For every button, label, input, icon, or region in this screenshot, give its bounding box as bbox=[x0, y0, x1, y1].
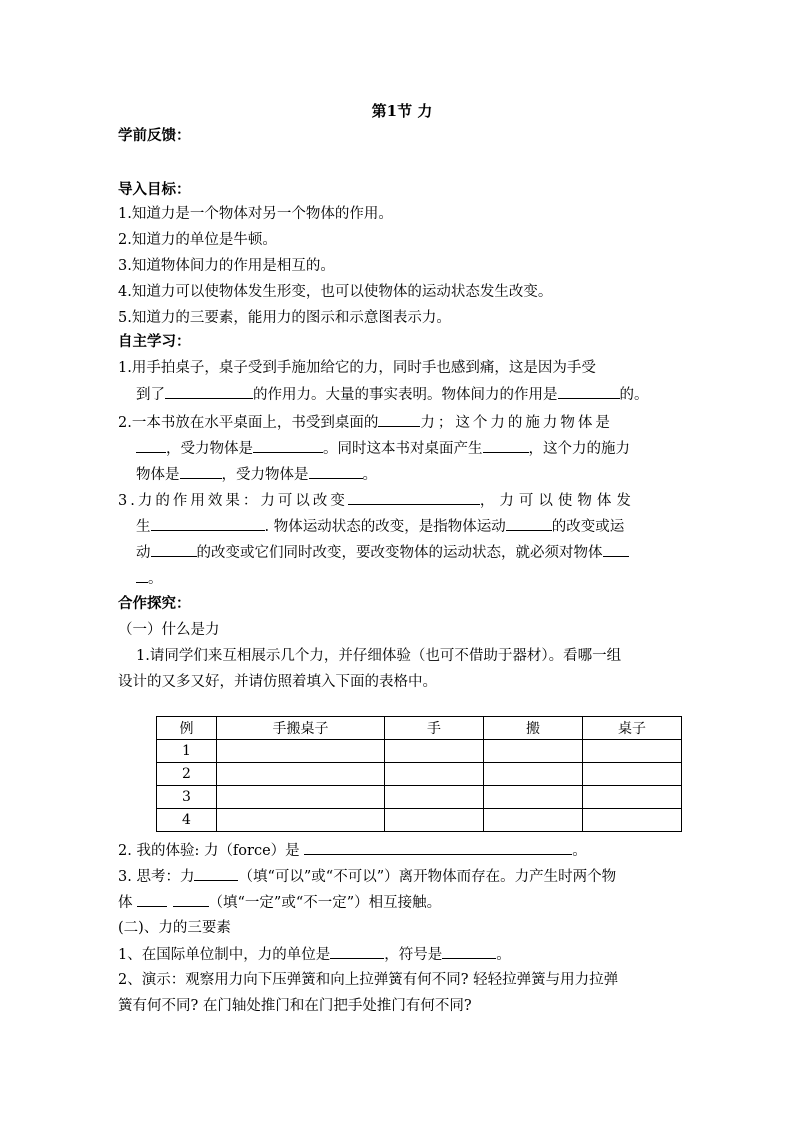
row-number: 1 bbox=[157, 740, 217, 763]
goals-heading: 导入目标： bbox=[118, 181, 191, 198]
table-row bbox=[157, 786, 682, 809]
self-study-heading: 自主学习： bbox=[118, 333, 191, 350]
self-study-q2-cont: ，受力物体是 。同时这本书对桌面产生 ，这个力的施力 bbox=[136, 438, 630, 459]
self-study-q2-cont2: 物体是 ，受力物体是 。 bbox=[136, 464, 377, 485]
pre-feedback-heading: 学前反馈： bbox=[118, 127, 191, 144]
answer-blank[interactable] bbox=[378, 412, 420, 427]
self-study-q1: 1.用手拍桌子，桌子受到手施加给它的力，同时手也感到痛，这是因为手受 bbox=[118, 360, 596, 376]
answer-blank[interactable] bbox=[483, 438, 529, 453]
self-study-q3: 3.力的作用效果：力可以改变 ，力可以使物体发 bbox=[118, 490, 636, 511]
section-what-is-force: （一）什么是力 bbox=[118, 622, 220, 638]
row-number: 3 bbox=[157, 786, 217, 809]
table-cell[interactable] bbox=[484, 809, 583, 832]
self-study-q3-cont3: 。 bbox=[136, 568, 163, 589]
goal-item: 3.知道物体间力的作用是相互的。 bbox=[118, 258, 335, 274]
answer-blank[interactable] bbox=[348, 490, 480, 505]
self-study-q3-cont2: 动 的改变或它们同时改变，要改变物体的运动状态，就必须对物体 bbox=[136, 542, 629, 563]
cooperation-q3-cont: 体 （填“一定”或“不一定”）相互接触。 bbox=[118, 892, 441, 913]
goal-item: 2.知道力的单位是牛顿。 bbox=[118, 232, 277, 248]
row-number: 4 bbox=[157, 809, 217, 832]
answer-blank[interactable] bbox=[330, 944, 384, 959]
table-row bbox=[157, 740, 682, 763]
table-cell[interactable] bbox=[583, 786, 682, 809]
table-cell[interactable] bbox=[583, 809, 682, 832]
table-cell[interactable] bbox=[217, 786, 385, 809]
goal-item: 5.知道力的三要素，能用力的图示和示意图表示力。 bbox=[118, 310, 451, 326]
goal-item: 1.知道力是一个物体对另一个物体的作用。 bbox=[118, 206, 393, 222]
elements-q2-cont: 簧有何不同? 在门轴处推门和在门把手处推门有何不同? bbox=[118, 998, 472, 1014]
table-row bbox=[157, 809, 682, 832]
cooperation-p1: 1.请同学们来互相展示几个力，并仔细体验（也可不借助于器材）。看哪一组 bbox=[136, 648, 622, 664]
row-number: 2 bbox=[157, 763, 217, 786]
table-header-cell: 手 bbox=[385, 717, 484, 740]
table-cell[interactable] bbox=[385, 740, 484, 763]
table-row bbox=[157, 763, 682, 786]
table-cell[interactable] bbox=[583, 740, 682, 763]
self-study-q3-cont: 生 . 物体运动状态的改变，是指物体运动 的改变或运 bbox=[136, 516, 624, 537]
table-header-cell: 搬 bbox=[484, 717, 583, 740]
table-cell[interactable] bbox=[385, 786, 484, 809]
answer-blank[interactable] bbox=[151, 542, 197, 557]
answer-blank[interactable] bbox=[137, 892, 167, 907]
answer-blank[interactable] bbox=[136, 438, 166, 453]
answer-blank[interactable] bbox=[194, 866, 238, 881]
answer-blank[interactable] bbox=[309, 464, 363, 479]
answer-blank[interactable] bbox=[506, 516, 552, 531]
elements-q2: 2、演示：观察用力向下压弹簧和向上拉弹簧有何不同? 轻轻拉弹簧与用力拉弹 bbox=[118, 972, 619, 988]
table-header-cell: 桌子 bbox=[583, 717, 682, 740]
page-title: 第1节 力 bbox=[371, 102, 433, 120]
cooperation-q3: 3. 思考：力 （填“可以”或“不可以”）离开物体而存在。力产生时两个物 bbox=[118, 866, 616, 887]
table-cell[interactable] bbox=[484, 740, 583, 763]
table-cell[interactable] bbox=[217, 763, 385, 786]
answer-blank[interactable] bbox=[304, 840, 572, 855]
answer-blank[interactable] bbox=[173, 892, 209, 907]
table-cell[interactable] bbox=[583, 763, 682, 786]
answer-blank[interactable] bbox=[165, 384, 253, 399]
self-study-q1-cont: 到了 的作用力。大量的事实表明。物体间力的作用是 的。 bbox=[136, 384, 649, 405]
answer-blank[interactable] bbox=[151, 516, 265, 531]
section-three-elements: (二)、力的三要素 bbox=[118, 920, 231, 936]
table-header-row bbox=[157, 717, 682, 740]
table-header-cell: 手搬桌子 bbox=[217, 717, 385, 740]
answer-blank[interactable] bbox=[442, 944, 496, 959]
table-cell[interactable] bbox=[217, 809, 385, 832]
table-cell[interactable] bbox=[484, 786, 583, 809]
table-cell[interactable] bbox=[484, 763, 583, 786]
answer-blank[interactable] bbox=[603, 542, 629, 557]
force-examples-table bbox=[156, 716, 682, 832]
elements-q1: 1、在国际单位制中，力的单位是 ，符号是 。 bbox=[118, 944, 511, 965]
table-header-cell: 例 bbox=[157, 717, 217, 740]
goal-item: 4.知道力可以使物体发生形变，也可以使物体的运动状态发生改变。 bbox=[118, 284, 553, 300]
cooperation-heading: 合作探究： bbox=[118, 595, 191, 612]
cooperation-p1-cont: 设计的又多又好，并请仿照着填入下面的表格中。 bbox=[118, 674, 437, 690]
answer-blank[interactable] bbox=[136, 568, 148, 583]
cooperation-q2: 2. 我的体验: 力（force）是 。 bbox=[118, 840, 587, 861]
answer-blank[interactable] bbox=[253, 438, 323, 453]
table-cell[interactable] bbox=[385, 763, 484, 786]
table-cell[interactable] bbox=[385, 809, 484, 832]
self-study-q2: 2.一本书放在水平桌面上，书受到桌面的 力；这个力的施力物体是 bbox=[118, 412, 613, 433]
table-cell[interactable] bbox=[217, 740, 385, 763]
answer-blank[interactable] bbox=[180, 464, 222, 479]
answer-blank[interactable] bbox=[558, 384, 620, 399]
